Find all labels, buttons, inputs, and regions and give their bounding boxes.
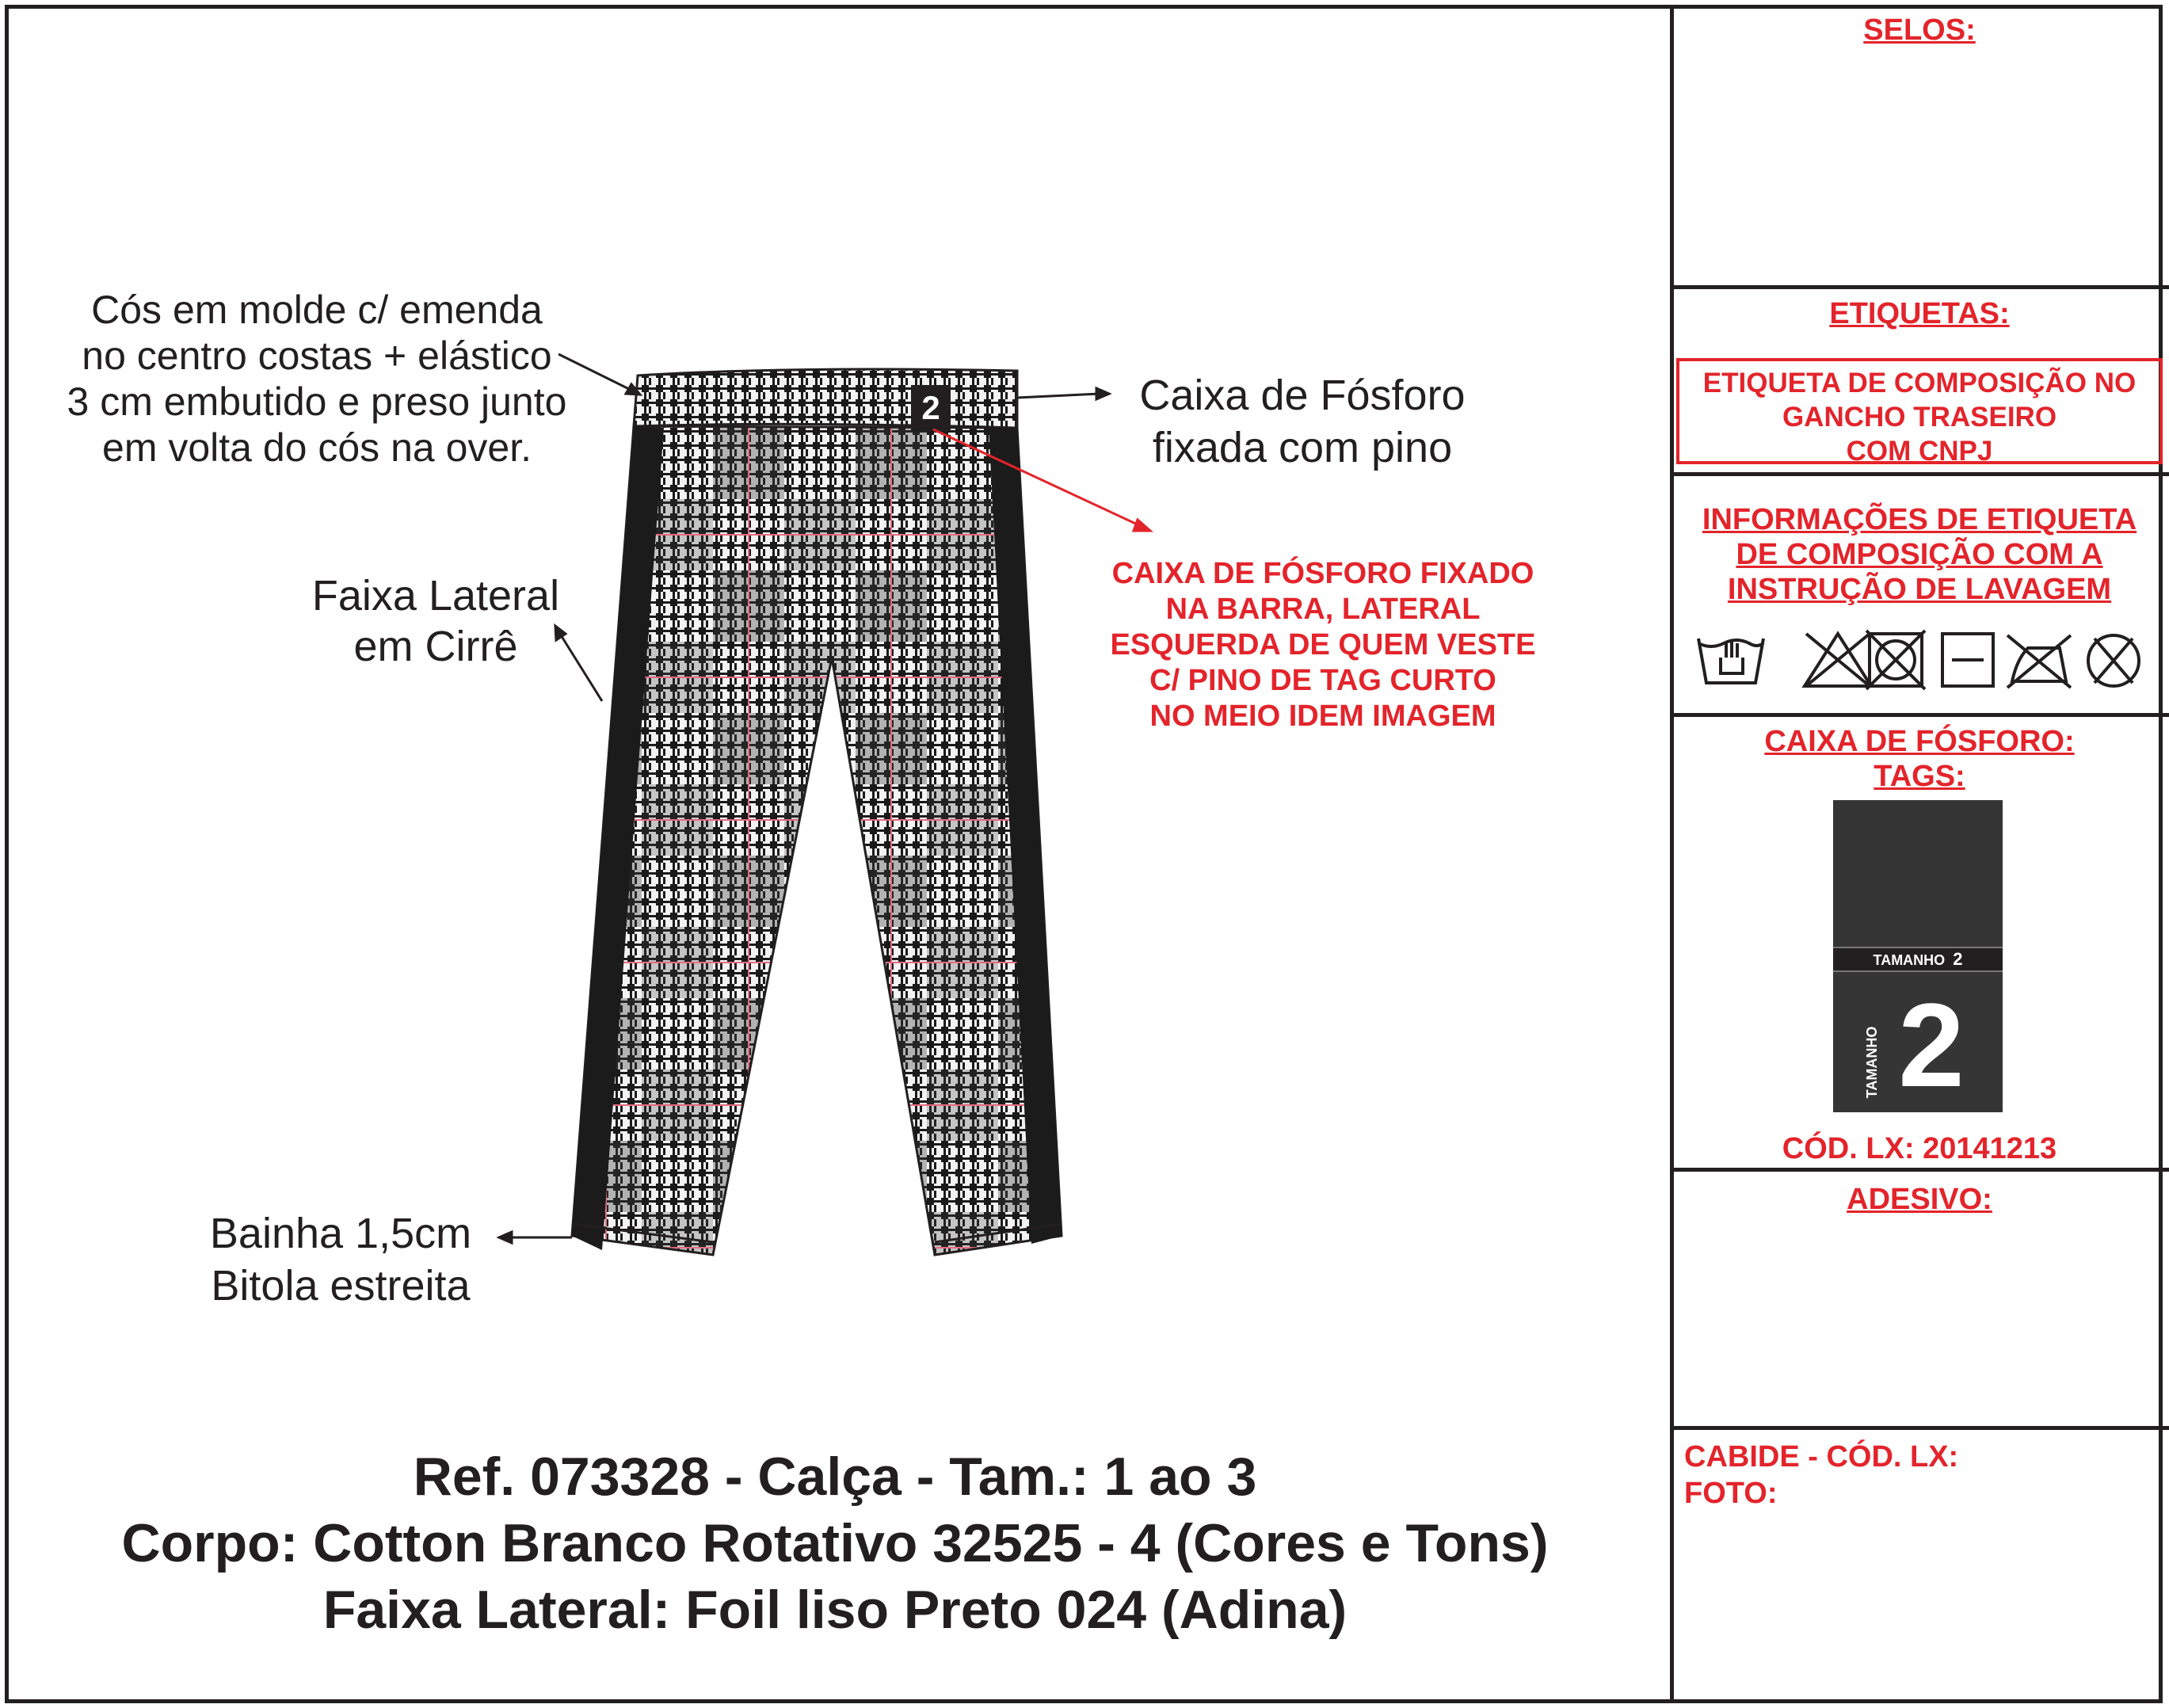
- tag-big-number: 2: [1898, 978, 1965, 1111]
- tag-side-label: TAMANHO: [1864, 1026, 1880, 1099]
- waistband: [634, 369, 1017, 428]
- waistband-tag-number: 2: [921, 389, 940, 426]
- hem-annotation: Bainha 1,5cm Bitola estreita: [209, 1210, 472, 1310]
- waistband-annotation: Cós em molde c/ emenda no centro costas + elástico 3 cm embutido e preso junto em volta do cós na over.: [67, 288, 567, 470]
- matchbox-placement-note: CAIXA DE FÓSFORO FIXADO NA BARRA, LATERAL ESQUERDA DE QUEM VESTE C/ PINO DE TAG CURTO NO MEIO IDEM IMAGEM: [1110, 557, 1536, 733]
- info-title: INFORMAÇÕES DE ETIQUETA DE COMPOSIÇÃO COM A INSTRUÇÃO DE LAVAGEM: [1702, 503, 2137, 606]
- side-stripe-annotation: Faixa Lateral em Cirrê: [311, 572, 560, 670]
- matchbox-annotation: Caixa de Fósforo fixada com pino: [1139, 372, 1466, 471]
- caixa-title: CAIXA DE FÓSFORO: TAGS:: [1764, 725, 2075, 793]
- cod-lx: CÓD. LX: 20141213: [1782, 1132, 2057, 1165]
- selos-title: SELOS:: [1863, 13, 1976, 47]
- dry-flat-icon: [1942, 634, 1993, 686]
- do-not-bleach-icon: [1805, 634, 1871, 686]
- cabide-foto: CABIDE - CÓD. LX: FOTO:: [1684, 1440, 1959, 1510]
- tag-band-text: TAMANHO 2: [1873, 949, 1963, 969]
- adesivo-title: ADESIVO:: [1847, 1183, 1992, 1216]
- hand-wash-icon: [1698, 639, 1763, 683]
- do-not-tumble-dry-icon: [1866, 631, 1925, 689]
- reference-line: Ref. 073328 - Calça - Tam.: 1 ao 3: [413, 1447, 1257, 1507]
- side-stripe-fabric-line: Faixa Lateral: Foil liso Preto 024 (Adina): [322, 1580, 1348, 1640]
- etiqueta-box: ETIQUETA DE COMPOSIÇÃO NO GANCHO TRASEIRO COM CNPJ: [1676, 358, 2163, 464]
- etiquetas-title: ETIQUETAS:: [1829, 297, 2010, 330]
- body-fabric-line: Corpo: Cotton Branco Rotativo 32525 - 4 (Cores e Tons): [121, 1513, 1549, 1573]
- do-not-iron-icon: [2007, 635, 2071, 688]
- do-not-dry-clean-icon: [2088, 635, 2139, 686]
